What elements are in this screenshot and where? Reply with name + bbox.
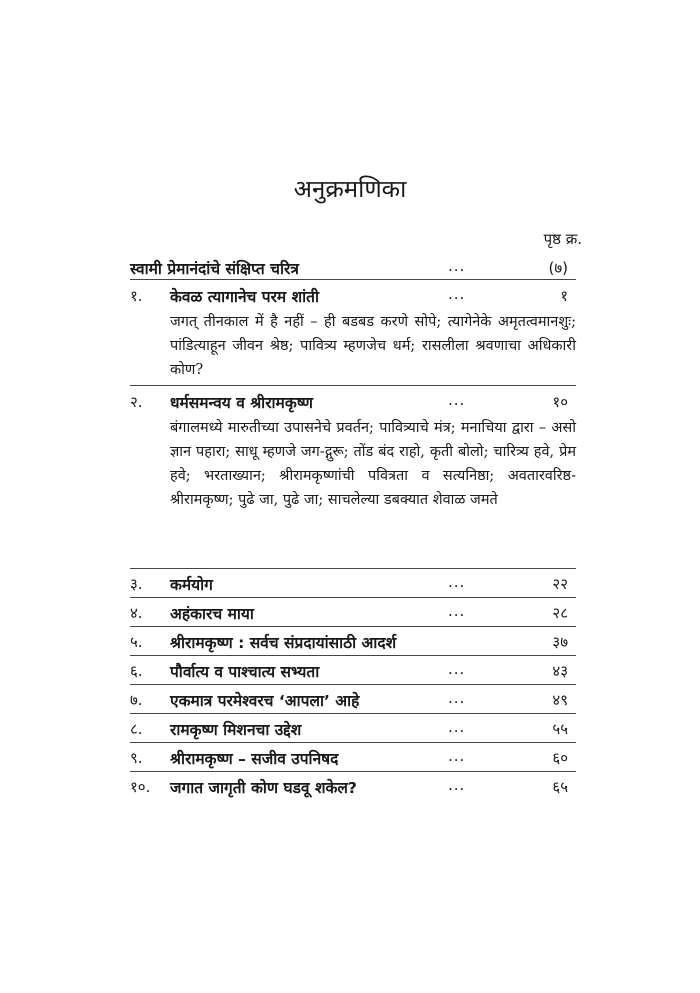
- divider: [130, 655, 576, 656]
- entry-page: १: [560, 287, 568, 305]
- entry-title[interactable]: एकमात्र परमेश्वरच ‘आपला’ आहे: [170, 692, 360, 710]
- divider: [130, 626, 576, 627]
- page-number-header: पृष्ठ क्र.: [543, 230, 582, 248]
- entry-number: ७.: [130, 691, 143, 709]
- entry-title[interactable]: केवळ त्यागानेच परम शांती: [170, 288, 319, 306]
- toc-entry[interactable]: [130, 688, 576, 712]
- entry-description: बंगालमध्ये मारुतीच्या उपासनेचे प्रवर्तन; पावित्र्याचे मंत्र; मनाचिया द्वारा – असो ज्ञान पहारा; साधू म्हणजे जग-द्गुरू; तोंड बंद राहो, कृती बोलो; चारित्र्य हवे, प्रेम हवे; भरताख्यान; श्रीरामकृष्णांची पवित्रता व सत्यनिष्ठा; अवतारवरिष्ठ-श्रीरामकृष्ण; पुढे जा, पुढे जा; साचलेल्या डबक्यात शेवाळ जमते: [170, 420, 576, 508]
- entry-number: ५.: [130, 633, 143, 651]
- entry-page: ४३: [552, 662, 568, 680]
- divider: [130, 385, 576, 386]
- toc-entry[interactable]: [130, 284, 576, 382]
- entry-number: १.: [130, 287, 143, 305]
- entry-number: २.: [130, 393, 143, 411]
- page-title: अनुक्रमणिका: [293, 175, 407, 203]
- entry-leader: ...: [448, 689, 466, 707]
- entry-title[interactable]: श्रीरामकृष्ण : सर्वच संप्रदायांसाठी आदर्श: [170, 634, 397, 652]
- divider: [130, 771, 576, 772]
- entry-leader: ...: [448, 718, 466, 736]
- toc-entry[interactable]: [130, 572, 576, 596]
- entry-number: ६.: [130, 662, 143, 680]
- entry-number: ९.: [130, 749, 143, 767]
- entry-number: ८.: [130, 720, 143, 738]
- entry-page: ५५: [552, 720, 568, 738]
- entry-title[interactable]: पौर्वात्य व पाश्चात्य सभ्यता: [170, 663, 320, 681]
- entry-number: ४.: [130, 604, 143, 622]
- entry-title[interactable]: स्वामी प्रेमानंदांचे संक्षिप्त चरित्र: [130, 260, 299, 278]
- toc-entry[interactable]: [130, 717, 576, 741]
- entry-title[interactable]: रामकृष्ण मिशनचा उद्देश: [170, 721, 302, 739]
- toc-entry[interactable]: [130, 630, 576, 654]
- entry-title[interactable]: श्रीरामकृष्ण – सजीव उपनिषद: [170, 750, 339, 768]
- entry-leader: ...: [448, 573, 466, 591]
- divider: [130, 568, 576, 569]
- toc-entry[interactable]: [130, 746, 576, 770]
- toc-entry[interactable]: [130, 659, 576, 683]
- entry-title[interactable]: अहंकारच माया: [170, 605, 254, 623]
- entry-page: (७): [548, 259, 568, 277]
- entry-description: जगत् तीनकाल में है नहीं – ही बडबड करणे सोपे; त्यागेनेके अमृतत्वमानशुः; पांडित्याहून जीवन श्रेष्ठ; पावित्र्य म्हणजेच धर्म; रासलीला श्रवणाचा अधिकारी कोण?: [170, 314, 576, 378]
- entry-leader: ...: [448, 747, 466, 765]
- toc-entry[interactable]: [130, 390, 576, 512]
- toc-entry[interactable]: [130, 775, 576, 799]
- entry-number: ३.: [130, 575, 143, 593]
- divider: [130, 684, 576, 685]
- entry-leader: ...: [448, 776, 466, 794]
- divider: [130, 279, 576, 280]
- entry-page: ६५: [552, 778, 568, 796]
- entry-page: ४९: [552, 691, 568, 709]
- entry-leader: ...: [448, 602, 466, 620]
- entry-number: १०.: [130, 778, 151, 796]
- entry-page: २८: [552, 604, 568, 622]
- entry-leader: ...: [448, 285, 466, 303]
- divider: [130, 713, 576, 714]
- entry-page: २२: [552, 575, 568, 593]
- entry-title[interactable]: धर्मसमन्वय व श्रीरामकृष्ण: [170, 394, 313, 412]
- entry-title[interactable]: कर्मयोग: [170, 576, 213, 594]
- toc-entry[interactable]: [130, 601, 576, 625]
- entry-leader: ...: [448, 660, 466, 678]
- entry-page: ३७: [552, 633, 568, 651]
- divider: [130, 742, 576, 743]
- entry-title[interactable]: जगात जागृती कोण घडवू शकेल?: [170, 779, 357, 797]
- entry-leader: ...: [448, 257, 466, 275]
- toc-entry[interactable]: [130, 256, 576, 280]
- divider: [130, 597, 576, 598]
- entry-page: १०: [552, 393, 568, 411]
- entry-leader: ...: [448, 391, 466, 409]
- entry-page: ६०: [552, 749, 568, 767]
